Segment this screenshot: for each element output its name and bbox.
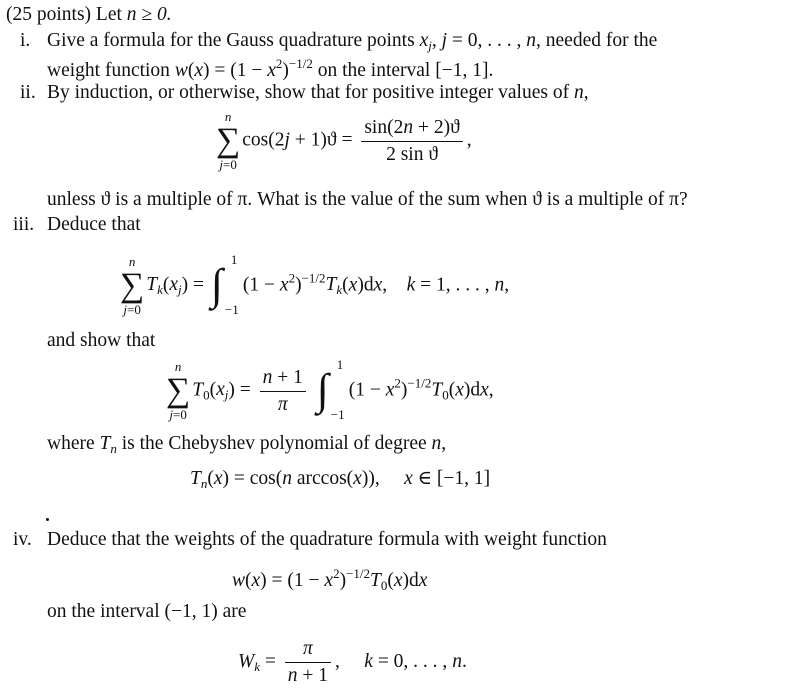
equation-chebyshev-sum-0: n ∑ j=0 $T_0(x_j)$ = $\frac{n + 1}{\pi}$ ∫ 1 −1 $(1 - x^2)^{-1/2}T_0(x)dx$, xyxy=(166,357,494,422)
part-i-number: i. xyxy=(20,30,31,51)
part-iii-line-2: and show that xyxy=(47,330,156,351)
part-ii-line-2: unless ϑ is a multiple of π. What is the value of the sum when ϑ is a multiple of π? xyxy=(47,189,688,210)
part-i-text-end: , needed for the xyxy=(536,30,658,51)
part-iv-line-1: Deduce that the weights of the quadrature formula with weight function xyxy=(47,529,607,550)
equation-chebyshev-def: $T_n(x) = \cos(n$ arccos(x)), x ∈ [−1, 1] xyxy=(190,468,491,491)
equation-cos-sum: n ∑ j=0 cos(2j + 1)ϑ = $\frac{\sin(2n + 2)ϑ}{\text{2 sin ϑ}}$ , xyxy=(216,109,472,172)
problem-header xyxy=(6,4,172,26)
part-ii-text: By induction, or otherwise, show that for positive integer values of xyxy=(47,82,574,103)
equation-weights: $W_k$ = $\frac{\pi}{n + 1}$ , k = 0, . . . , n. xyxy=(238,638,467,686)
header-text: (25 points) Let xyxy=(6,4,127,25)
part-i-text: Give a formula for the Gauss quadrature points xyxy=(47,30,420,51)
part-iv-line-2: on the interval (−1, 1) are xyxy=(47,601,247,622)
part-iii-number: iii. xyxy=(13,214,35,235)
part-iii-where: where xyxy=(47,433,100,454)
equation-weight-function: $w(x) = (1 - x^2)^{-1/2}T_0(x)dx$ xyxy=(232,566,428,593)
part-iv-interval-label: on the interval xyxy=(47,601,165,622)
part-iv-number: iv. xyxy=(13,529,32,550)
header-condition: n ≥ 0. xyxy=(126,4,172,25)
part-iii-line-1: Deduce that xyxy=(47,214,141,235)
part-i-line-2: weight function $w(x) = (1 - x^2)^{-1/2}$ on the interval [−1, 1]. xyxy=(47,56,494,81)
part-iii-degree-text: is the Chebyshev polynomial of degree xyxy=(116,433,432,454)
part-ii-line-1: By induction, or otherwise, show that for positive integer values of n, xyxy=(47,82,589,103)
equation-chebyshev-sum-k: n ∑ j=0 $T_k(x_j)$ = ∫ 1 −1 $(1 - x^2)^{-1/2}T_k(x)dx$, k = 1, . . . , n, xyxy=(120,252,510,317)
part-i-interval-label: on the interval xyxy=(312,60,436,81)
stray-dot xyxy=(46,518,49,521)
part-i-line-1: Give a formula for the Gauss quadrature points $x_j$, j = 0, . . . , n, needed for the xyxy=(47,30,658,53)
part-i-weight-label: weight function xyxy=(47,60,175,81)
part-ii-number: ii. xyxy=(20,82,36,103)
part-iii-line-3: where $T_n$ is the Chebyshev polynomial of degree n, xyxy=(47,433,447,456)
